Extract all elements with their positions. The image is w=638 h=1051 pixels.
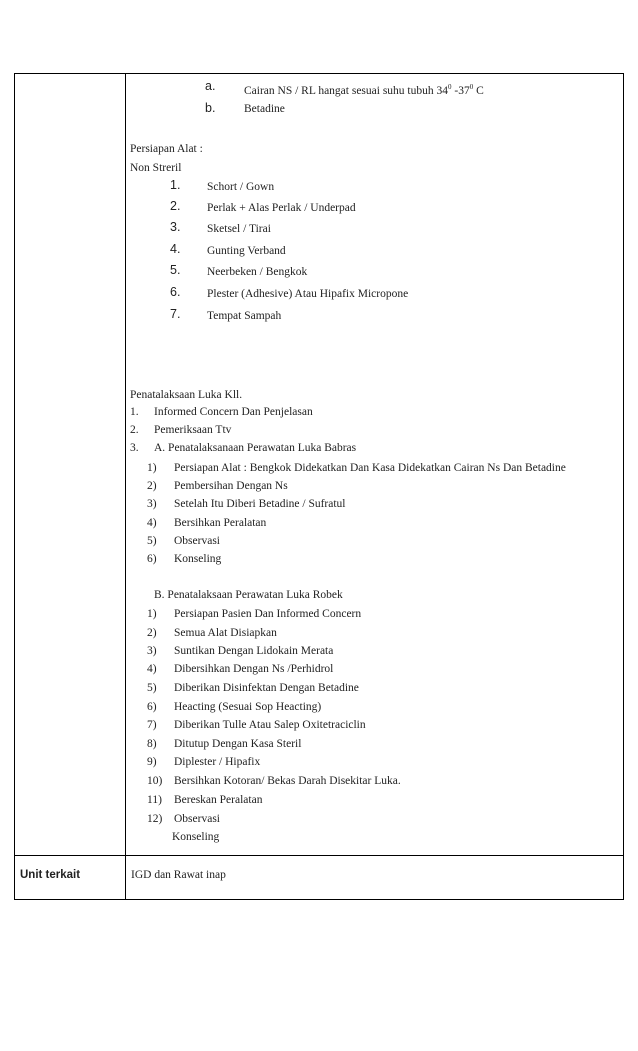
robek-item: Semua Alat Disiapkan: [174, 627, 277, 639]
step-num: 2.: [130, 424, 139, 436]
robek-final-item: Konseling: [172, 831, 220, 843]
babras-item: Observasi: [174, 535, 220, 547]
babras-num: 2): [147, 480, 157, 492]
step-num: 3.: [130, 442, 139, 454]
robek-item: Dibersihkan Dengan Ns /Perhidrol: [174, 663, 334, 675]
alat-num: 1.: [170, 178, 181, 192]
robek-item: Suntikan Dengan Lidokain Merata: [174, 645, 334, 657]
cairan-marker-b: b.: [205, 101, 216, 115]
alat-item: Gunting Verband: [207, 245, 286, 257]
robek-item: Persiapan Pasien Dan Informed Concern: [174, 608, 362, 620]
robek-num: 10): [147, 775, 163, 787]
robek-item: Observasi: [174, 813, 220, 825]
babras-item: Setelah Itu Diberi Betadine / Sufratul: [174, 498, 346, 510]
robek-item: Diberikan Disinfektan Dengan Betadine: [174, 682, 359, 694]
robek-num: 6): [147, 701, 157, 713]
step-item: A. Penatalaksanaan Perawatan Luka Babras: [154, 442, 357, 454]
unit-terkait-value: IGD dan Rawat inap: [131, 869, 226, 881]
alat-item: Sketsel / Tirai: [207, 223, 271, 235]
robek-item: Heacting (Sesuai Sop Heacting): [174, 701, 322, 713]
robek-item: Bersihkan Kotoran/ Bekas Darah Disekitar Luka.: [174, 775, 401, 787]
alat-num: 4.: [170, 242, 181, 256]
babras-item: Persiapan Alat : Bengkok Didekatkan Dan Kasa Didekatkan Cairan Ns Dan Betadine: [174, 462, 566, 474]
alat-num: 3.: [170, 220, 181, 234]
alat-item: Neerbeken / Bengkok: [207, 266, 308, 278]
cairan-item-a: Cairan NS / RL hangat sesuai suhu tubuh $34^0$ $-37^0$ C: [244, 83, 484, 97]
step-num: 1.: [130, 406, 139, 418]
penatalaksanaan-heading: Penatalaksaan Luka Kll.: [130, 389, 243, 401]
unit-terkait-label: Unit terkait: [20, 869, 81, 881]
babras-num: 4): [147, 517, 157, 529]
alat-num: 7.: [170, 307, 181, 321]
robek-item: Diberikan Tulle Atau Salep Oxitetraciclin: [174, 719, 366, 731]
robek-item: Bereskan Peralatan: [174, 794, 263, 806]
robek-item: Diplester / Hipafix: [174, 756, 261, 768]
row-divider: [15, 855, 623, 856]
babras-num: 3): [147, 498, 157, 510]
babras-item: Pembersihan Dengan Ns: [174, 480, 288, 492]
step-item: Informed Concern Dan Penjelasan: [154, 406, 313, 418]
robek-num: 5): [147, 682, 157, 694]
robek-num: 3): [147, 645, 157, 657]
babras-num: 1): [147, 462, 157, 474]
alat-num: 5.: [170, 263, 181, 277]
alat-item: Tempat Sampah: [207, 310, 282, 322]
robek-num: 8): [147, 738, 157, 750]
robek-num: 12): [147, 813, 163, 825]
alat-num: 2.: [170, 199, 181, 213]
babras-item: Konseling: [174, 553, 222, 565]
robek-num: 4): [147, 663, 157, 675]
step-item: Pemeriksaan Ttv: [154, 424, 232, 436]
robek-item: Ditutup Dengan Kasa Steril: [174, 738, 302, 750]
alat-item: Perlak + Alas Perlak / Underpad: [207, 202, 356, 214]
babras-item: Bersihkan Peralatan: [174, 517, 267, 529]
robek-num: 7): [147, 719, 157, 731]
cairan-marker-a: a.: [205, 79, 216, 93]
column-divider: [125, 74, 126, 899]
babras-num: 5): [147, 535, 157, 547]
persiapan-alat-subheading: Non Streril: [130, 162, 182, 174]
alat-num: 6.: [170, 285, 181, 299]
alat-item: Schort / Gown: [207, 181, 275, 193]
robek-num: 9): [147, 756, 157, 768]
robek-num: 11): [147, 794, 162, 806]
robek-heading: B. Penatalaksaan Perawatan Luka Robek: [154, 589, 343, 601]
robek-num: 1): [147, 608, 157, 620]
babras-num: 6): [147, 553, 157, 565]
cairan-item-b: Betadine: [244, 103, 285, 115]
robek-num: 2): [147, 627, 157, 639]
alat-item: Plester (Adhesive) Atau Hipafix Micropone: [207, 288, 409, 300]
persiapan-alat-heading: Persiapan Alat :: [130, 143, 203, 155]
